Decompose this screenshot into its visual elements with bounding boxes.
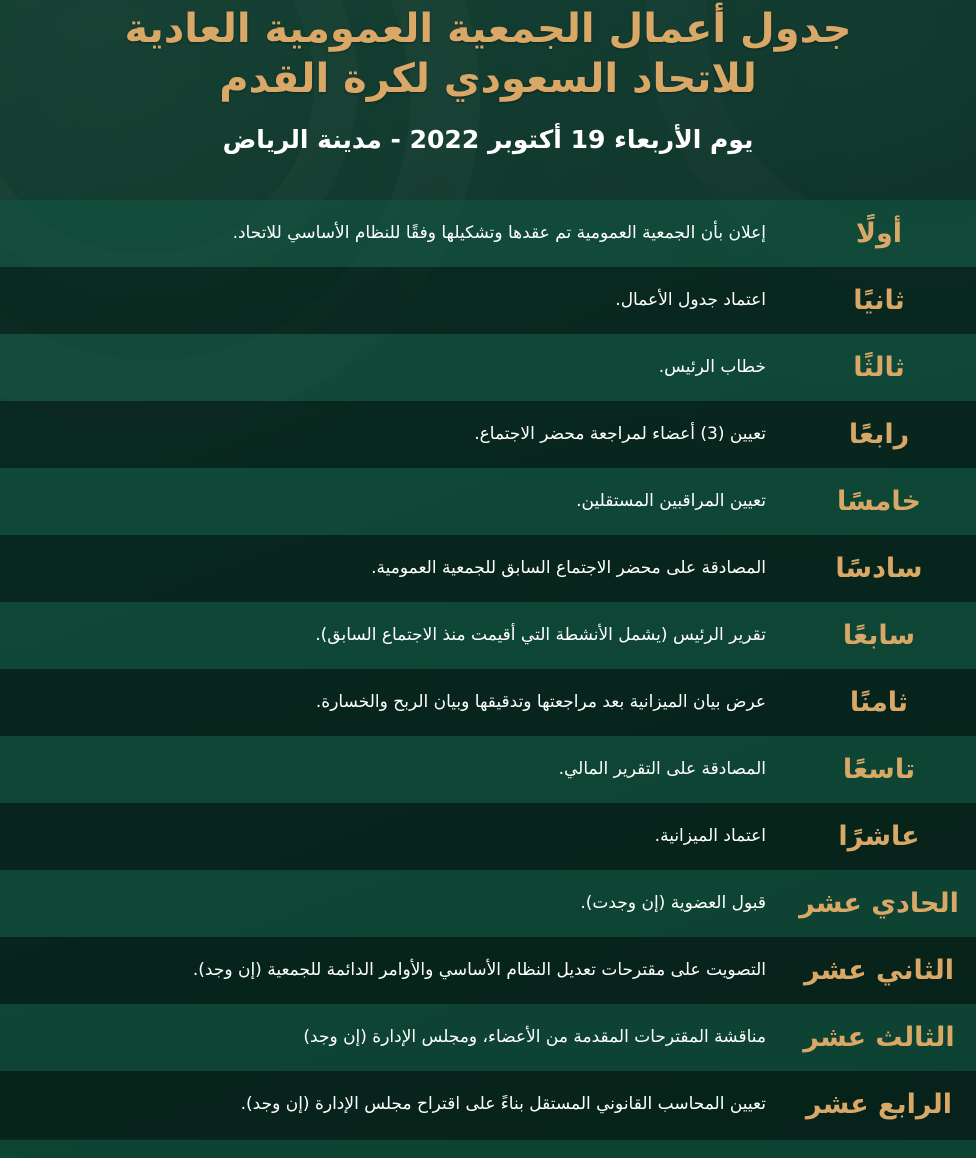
agenda-item-index: ثانيًا bbox=[853, 285, 905, 316]
page-title-line-1: جدول أعمال الجمعية العمومية العادية bbox=[124, 6, 852, 52]
agenda-item-text: اعتماد جدول الأعمال. bbox=[615, 290, 766, 311]
agenda-item-text: إعلان بأن الجمعية العمومية تم عقدها وتشكيلها وفقًا للنظام الأساسي للاتحاد. bbox=[232, 223, 766, 244]
agenda-item-text: قبول العضوية (إن وجدت). bbox=[580, 893, 766, 914]
agenda-item-text: تعيين المحاسب القانوني المستقل بناءً على اقتراح مجلس الإدارة (إن وجد). bbox=[240, 1094, 766, 1115]
poster-header bbox=[0, 0, 976, 200]
footer-strip bbox=[0, 1140, 976, 1158]
agenda-item-text: تعيين المراقبين المستقلين. bbox=[576, 491, 766, 512]
agenda-row bbox=[0, 468, 976, 535]
agenda-item-index: تاسعًا bbox=[842, 754, 916, 785]
agenda-row bbox=[0, 200, 976, 267]
agenda-row bbox=[0, 669, 976, 736]
page-title bbox=[60, 0, 916, 104]
agenda-item-text: عرض بيان الميزانية بعد مراجعتها وتدقيقها وبيان الربح والخسارة. bbox=[315, 692, 766, 713]
agenda-item-text: خطاب الرئيس. bbox=[658, 357, 766, 378]
agenda-row bbox=[0, 334, 976, 401]
agenda-item-index: أولًا bbox=[855, 218, 903, 249]
agenda-item-text: المصادقة على التقرير المالي. bbox=[558, 759, 766, 780]
agenda-row bbox=[0, 401, 976, 468]
agenda-item-text: اعتماد الميزانية. bbox=[654, 826, 766, 847]
agenda-row bbox=[0, 1004, 976, 1071]
agenda-row bbox=[0, 736, 976, 803]
agenda-item-index: ثالثًا bbox=[853, 352, 905, 383]
agenda-item-index: الحادي عشر bbox=[799, 888, 959, 919]
agenda-item-index: سادسًا bbox=[835, 553, 923, 584]
agenda-row bbox=[0, 870, 976, 937]
agenda-item-text: تعيين (3) أعضاء لمراجعة محضر الاجتماع. bbox=[474, 424, 766, 445]
agenda-item-index: رابعًا bbox=[848, 419, 910, 450]
agenda-item-index: عاشرًا bbox=[838, 821, 920, 852]
page-subtitle: يوم الأربعاء 19 أكتوبر 2022 - مدينة الرياض bbox=[222, 125, 754, 154]
agenda-item-index: الثاني عشر bbox=[803, 955, 955, 986]
agenda-item-index: خامسًا bbox=[837, 486, 921, 517]
agenda-row bbox=[0, 267, 976, 334]
agenda-row bbox=[0, 937, 976, 1004]
agenda-item-index: ثامنًا bbox=[849, 687, 909, 718]
agenda-row bbox=[0, 602, 976, 669]
page-title-line-2: للاتحاد السعودي لكرة القدم bbox=[219, 56, 757, 102]
agenda-item-index: الرابع عشر bbox=[805, 1089, 953, 1120]
agenda-item-index: سابعًا bbox=[842, 620, 916, 651]
agenda-list bbox=[0, 200, 976, 1138]
agenda-item-text: التصويت على مقترحات تعديل النظام الأساسي والأوامر الدائمة للجمعية (إن وجد). bbox=[192, 960, 766, 981]
agenda-item-text: تقرير الرئيس (يشمل الأنشطة التي أقيمت منذ الاجتماع السابق). bbox=[315, 625, 766, 646]
agenda-row bbox=[0, 803, 976, 870]
agenda-row bbox=[0, 535, 976, 602]
agenda-item-text: مناقشة المقترحات المقدمة من الأعضاء، ومجلس الإدارة (إن وجد) bbox=[303, 1027, 766, 1048]
agenda-item-index: الثالث عشر bbox=[803, 1022, 955, 1053]
agenda-row bbox=[0, 1071, 976, 1138]
agenda-item-text: المصادقة على محضر الاجتماع السابق للجمعية العمومية. bbox=[371, 558, 766, 579]
